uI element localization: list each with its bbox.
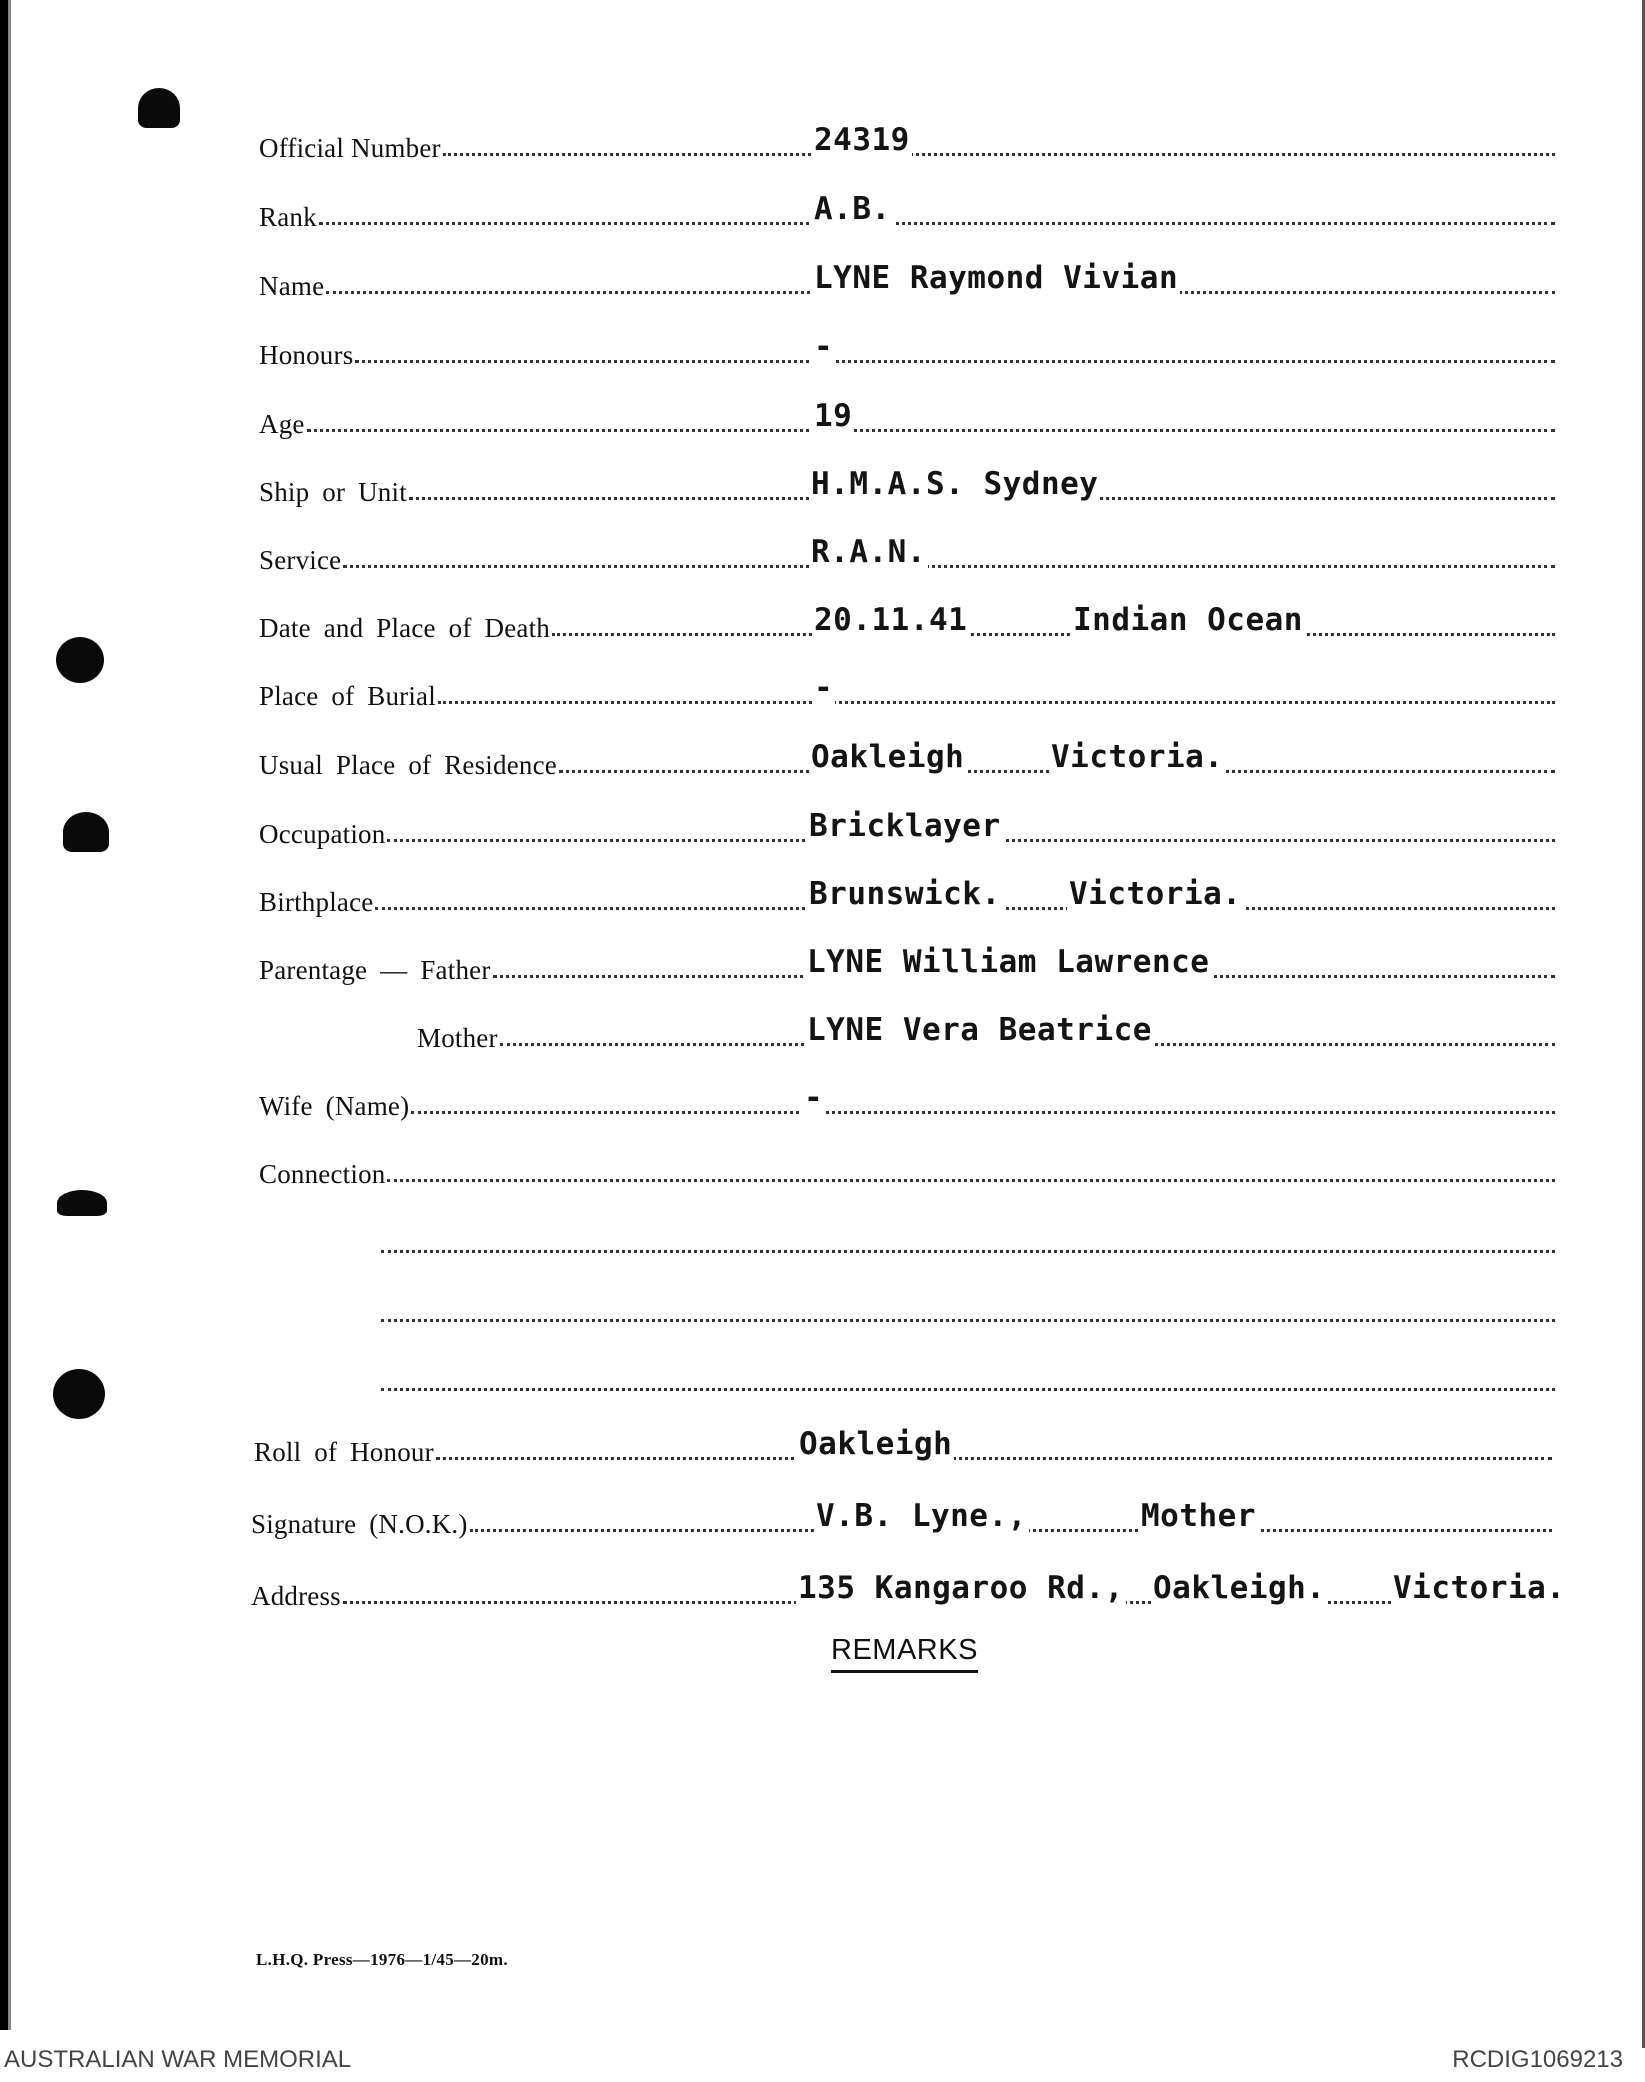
field-label: Signature (N.O.K.): [251, 1509, 468, 1539]
field-address: [251, 1572, 1567, 1614]
field-label: Place of Burial: [259, 681, 436, 711]
field-wife-name: [259, 1082, 1555, 1124]
punch-hole-3: [63, 812, 109, 852]
field-value: Oakleigh: [799, 1426, 953, 1462]
field-usual-residence: [259, 741, 1555, 783]
field-value: V.B. Lyne.,: [816, 1498, 1027, 1534]
field-label: Official Number: [259, 133, 441, 163]
field-mother: [417, 1014, 1555, 1056]
field-roll-of-honour: [254, 1428, 1552, 1470]
field-connection: [259, 1150, 1555, 1192]
punch-hole-4: [57, 1190, 107, 1216]
dotted-leader: [438, 701, 1555, 704]
field-value: Bricklayer: [809, 808, 1001, 844]
printer-mark: L.H.Q. Press—1976—1/45—20m.: [256, 1950, 508, 1969]
field-date-place-of-death: [259, 604, 1555, 646]
field-label: Age: [259, 409, 305, 439]
field-value: -: [814, 670, 834, 706]
field-label: Roll of Honour: [254, 1437, 434, 1467]
dotted-leader: [387, 1179, 1555, 1182]
field-service: [259, 536, 1555, 578]
field-value: LYNE William Lawrence: [807, 944, 1210, 980]
dotted-leader: [381, 1319, 1555, 1322]
field-value: -: [804, 1080, 824, 1116]
dotted-leader: [443, 153, 1555, 156]
field-value-relation: Mother: [1141, 1498, 1256, 1534]
field-value-place: Indian Ocean: [1073, 602, 1303, 638]
field-occupation: [259, 810, 1555, 852]
field-value: Oakleigh: [811, 739, 965, 775]
connection-blank-line-3: [381, 1359, 1555, 1401]
field-value: Brunswick.: [809, 876, 1001, 912]
field-label: Birthplace: [259, 887, 374, 917]
field-value: -: [814, 329, 834, 365]
punch-hole-1: [138, 88, 180, 128]
field-label: Parentage — Father: [259, 955, 491, 985]
field-label: Mother: [417, 1023, 498, 1053]
field-value-state: Victoria.: [1051, 739, 1224, 775]
field-value: H.M.A.S. Sydney: [811, 466, 1099, 502]
field-rank: [259, 193, 1555, 235]
footer-id: RCDIG1069213: [1452, 2046, 1623, 2073]
field-label: Usual Place of Residence: [259, 750, 557, 780]
field-label: Name: [259, 271, 325, 301]
field-signature-nok: [251, 1500, 1552, 1542]
scan-left-edge: [0, 0, 8, 2030]
dotted-leader: [552, 633, 1555, 636]
connection-blank-line-1: [381, 1221, 1555, 1263]
field-value-suburb: Oakleigh.: [1153, 1570, 1326, 1606]
field-label: Date and Place of Death: [259, 613, 550, 643]
field-label: Honours: [259, 340, 354, 370]
field-value: LYNE Raymond Vivian: [814, 260, 1179, 296]
field-label: Service: [259, 545, 342, 575]
field-age: [259, 400, 1555, 442]
remarks-heading: REMARKS: [831, 1634, 978, 1673]
field-honours: [259, 331, 1555, 373]
field-name: [259, 262, 1555, 304]
connection-blank-line-2: [381, 1290, 1555, 1332]
field-value: LYNE Vera Beatrice: [807, 1012, 1152, 1048]
dotted-leader: [436, 1457, 1552, 1460]
field-value: R.A.N.: [811, 534, 926, 570]
dotted-leader: [343, 565, 1555, 568]
dotted-leader: [381, 1388, 1555, 1391]
field-birthplace: [259, 878, 1555, 920]
dotted-leader: [411, 1111, 1555, 1114]
dotted-leader: [307, 429, 1555, 432]
dotted-leader: [381, 1250, 1555, 1253]
field-label: Rank: [259, 202, 317, 232]
field-label: Address: [251, 1581, 341, 1611]
field-label: Occupation: [259, 819, 386, 849]
field-value: 20.11.41: [814, 602, 968, 638]
field-value-state: Victoria.: [1393, 1570, 1566, 1606]
dotted-leader: [355, 360, 1555, 363]
dotted-leader: [319, 222, 1555, 225]
field-value: 135 Kangaroo Rd.,: [798, 1570, 1124, 1606]
record-card: [11, 0, 1642, 2048]
field-value: A.B.: [814, 191, 891, 227]
footer-credit: AUSTRALIAN WAR MEMORIAL: [4, 2046, 352, 2073]
field-label: Wife (Name): [259, 1091, 410, 1121]
punch-hole-5: [53, 1369, 105, 1419]
field-official-number: [259, 124, 1555, 166]
field-parentage-father: [259, 946, 1555, 988]
field-value-state: Victoria.: [1069, 876, 1242, 912]
field-ship-or-unit: [259, 468, 1555, 510]
punch-hole-2: [56, 637, 104, 683]
field-place-of-burial: [259, 672, 1555, 714]
field-value: 19: [814, 398, 853, 434]
field-value: 24319: [814, 122, 910, 158]
field-label: Ship or Unit: [259, 477, 407, 507]
field-label: Connection: [259, 1159, 386, 1189]
